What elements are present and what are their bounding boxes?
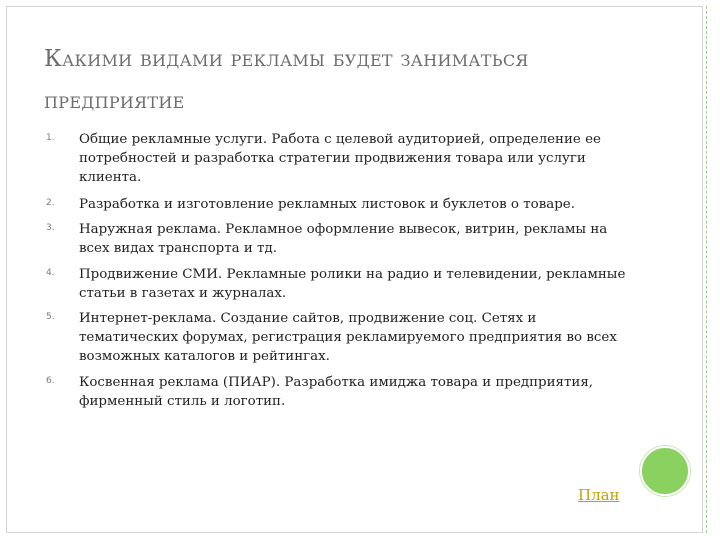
list-item-text: Продвижение СМИ. Рекламные ролики на радио и телевидении, рекламные статьи в газетах и журналах. <box>79 267 626 301</box>
list-item-text: Разработка и изготовление рекламных листовок и буклетов о товаре. <box>79 197 575 212</box>
decorative-side-rule <box>706 6 707 533</box>
list-item-number: 5. <box>46 312 55 322</box>
list-item-text: Наружная реклама. Рекламное оформление вывесок, витрин, рекламы на всех видах транспорта и тд. <box>79 222 608 256</box>
slide-title: Какими видами рекламы будет заниматься предприятие <box>44 46 529 114</box>
green-circle-nav-button[interactable] <box>640 446 690 496</box>
list-item-number: 4. <box>46 268 55 278</box>
list-item-number: 6. <box>46 376 55 386</box>
list-item-number: 1. <box>46 133 55 143</box>
plan-link[interactable]: План <box>578 486 620 504</box>
list-item-text: Косвенная реклама (ПИАР). Разработка имиджа товара и предприятия, фирменный стиль и логотип. <box>79 375 594 409</box>
list-item-number: 3. <box>46 223 55 233</box>
list-item-text: Интернет-реклама. Создание сайтов, продвижение соц. Сетях и тематических форумах, регистрация рекламируемого предприятия во всех возможных каталогов и рейтингах. <box>79 311 617 364</box>
list-item-number: 2. <box>46 198 55 208</box>
list-item-text: Общие рекламные услуги. Работа с целевой аудиторией, определение ее потребностей и разработка стратегии продвижения товара или услуги клиента. <box>79 132 601 185</box>
